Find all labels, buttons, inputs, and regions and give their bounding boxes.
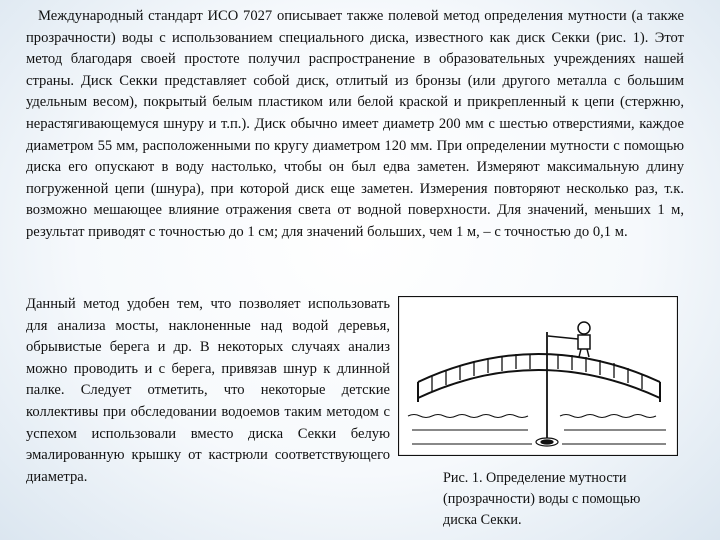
bridge-illustration	[398, 296, 678, 456]
caption-line-2: (прозрачности) воды с помощью	[443, 491, 641, 507]
figure-caption	[443, 468, 683, 531]
intro-paragraph: Международный стандарт ИСО 7027 описывает также полевой метод определения мутности (а также прозрачности) воды с использованием специального диска, известного как диск Секки (рис. 1). Этот метод благодаря своей простоте получил распространение в образовательных учреждениях нашей страны. Диск Секки представляет собой диск, отлитый из бронзы (или другого металла с большим удельным весом), покрытый белым пластиком или белой краской и прикрепленный к цепи (стержню, нерастягивающемуся шнуру и т.п.). Диск обычно имеет диаметр 200 мм с шестью отверстиями, каждое диаметром 55 мм, расположенными по кругу диаметром 120 мм. При определении мутности с помощью диска его опускают в воду настолько, чтобы он был едва заметен. Измеряют максимальную длину погруженной цепи (шнура), при которой диск еще заметен. Измерения повторяют несколько раз, т.к. возможно мешающее влияние отражения света от водной поверхности. Для значений, меньших 1 м, результат приводят с точностью до 1 см; для значений больших, чем 1 м, – с точностью до 0,1 м.	[26, 8, 684, 240]
secchi-disk	[536, 438, 558, 446]
figure-frame	[399, 297, 678, 456]
method-paragraph: Данный метод удобен тем, что позволяет использовать для анализа мосты, наклоненные над водой деревья, обрывистые берега и др. В некоторых случаях анализ можно проводить и с берега, привязав шнур к длинной палке. Следует отметить, что некоторые детские коллективы при обследовании водоемов таким методом с успехом использовали вместо диска Секки белую эмалированную крышку от кастрюли соответствующего диаметра.	[26, 296, 390, 485]
caption-line-3: диска Секки.	[443, 512, 522, 528]
secchi-disk-figure	[398, 296, 678, 456]
caption-line-1: Рис. 1. Определение мутности	[443, 470, 627, 486]
